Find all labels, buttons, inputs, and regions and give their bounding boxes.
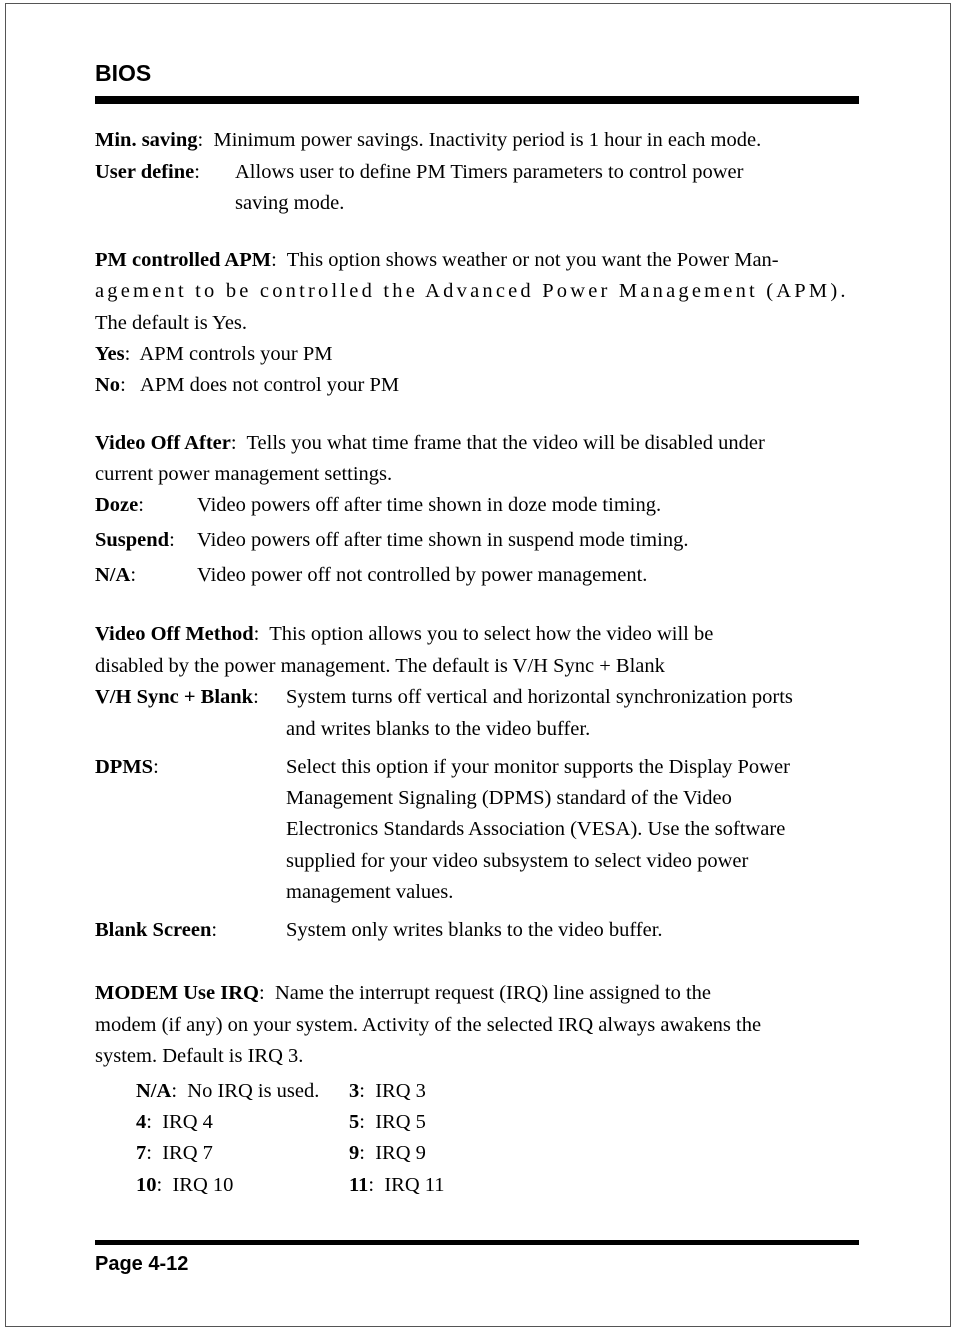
irq-option-key: 4 bbox=[136, 1111, 147, 1133]
suspend-term: Suspend bbox=[95, 529, 170, 551]
irq-option-value: IRQ 7 bbox=[162, 1142, 213, 1164]
video-off-method-desc-1: This option allows you to select how the video will be bbox=[269, 623, 714, 645]
doze-desc: Video powers off after time shown in doze mode timing. bbox=[197, 494, 662, 516]
irq-option: N/A: No IRQ is used. bbox=[136, 1080, 320, 1102]
irq-option-key: N/A bbox=[136, 1080, 172, 1102]
irq-option-value: IRQ 4 bbox=[162, 1111, 213, 1133]
dpms-desc-5: management values. bbox=[286, 881, 454, 903]
dpms-desc-4: supplied for your video subsystem to select video power bbox=[286, 850, 749, 872]
pm-apm-yes-line: Yes: APM controls your PM bbox=[95, 343, 333, 365]
modem-irq-term: MODEM Use IRQ bbox=[95, 982, 259, 1004]
irq-option-value: No IRQ is used. bbox=[187, 1080, 320, 1102]
min-saving-line: Min. saving: Minimum power savings. Inactivity period is 1 hour in each mode. bbox=[95, 129, 762, 151]
video-off-method-line-1: Video Off Method: This option allows you to select how the video will be bbox=[95, 623, 714, 645]
dpms-desc-1: Select this option if your monitor supports the Display Power bbox=[286, 756, 790, 778]
irq-option-value: IRQ 10 bbox=[172, 1174, 234, 1196]
dpms-desc-2: Management Signaling (DPMS) standard of the Video bbox=[286, 787, 732, 809]
pm-apm-yes-desc: APM controls your PM bbox=[139, 343, 333, 365]
pm-apm-desc-2: agement to be controlled the Advanced Power Management (APM). bbox=[95, 280, 849, 302]
irq-option-value: IRQ 11 bbox=[384, 1174, 445, 1196]
irq-option-key: 11 bbox=[349, 1174, 369, 1196]
suspend-desc: Video powers off after time shown in suspend mode timing. bbox=[197, 529, 689, 551]
pm-apm-no-line: No: APM does not control your PM bbox=[95, 374, 400, 396]
suspend-term-line: Suspend: bbox=[95, 529, 175, 551]
dpms-desc-3: Electronics Standards Association (VESA). Use the software bbox=[286, 818, 786, 840]
irq-option-value: IRQ 3 bbox=[375, 1080, 426, 1102]
user-define-term-line: User define: bbox=[95, 161, 200, 183]
irq-option: 10: IRQ 10 bbox=[136, 1174, 234, 1196]
blank-screen-term: Blank Screen bbox=[95, 919, 212, 941]
video-off-after-term: Video Off After bbox=[95, 432, 231, 454]
irq-option: 3: IRQ 3 bbox=[349, 1080, 426, 1102]
na-term-line: N/A: bbox=[95, 564, 137, 586]
irq-option: 7: IRQ 7 bbox=[136, 1142, 213, 1164]
video-off-method-term: Video Off Method bbox=[95, 623, 254, 645]
video-off-method-desc-2: disabled by the power management. The default is V/H Sync + Blank bbox=[95, 655, 665, 677]
video-off-after-desc-1: Tells you what time frame that the video will be disabled under bbox=[246, 432, 765, 454]
blank-screen-desc: System only writes blanks to the video buffer. bbox=[286, 919, 663, 941]
modem-irq-desc-2: modem (if any) on your system. Activity of the selected IRQ always awakens the bbox=[95, 1014, 762, 1036]
vh-desc-1: System turns off vertical and horizontal synchronization ports bbox=[286, 686, 793, 708]
min-saving-desc: Minimum power savings. Inactivity period is 1 hour in each mode. bbox=[213, 129, 762, 151]
modem-irq-desc-1: Name the interrupt request (IRQ) line assigned to the bbox=[274, 982, 712, 1004]
footer-rule bbox=[95, 1240, 859, 1245]
dpms-term-line: DPMS: bbox=[95, 756, 159, 778]
irq-option-key: 9 bbox=[349, 1142, 360, 1164]
irq-option-value: IRQ 9 bbox=[375, 1142, 426, 1164]
vh-term-line: V/H Sync + Blank: bbox=[95, 686, 259, 708]
irq-option: 11: IRQ 11 bbox=[349, 1174, 445, 1196]
page-header-title: BIOS bbox=[95, 60, 152, 86]
pm-apm-term: PM controlled APM bbox=[95, 249, 272, 271]
user-define-term: User define bbox=[95, 161, 195, 183]
pm-apm-no-term: No bbox=[95, 374, 121, 396]
doze-term-line: Doze: bbox=[95, 494, 144, 516]
irq-option-key: 10 bbox=[136, 1174, 157, 1196]
min-saving-term: Min. saving bbox=[95, 129, 198, 151]
video-off-after-line-1: Video Off After: Tells you what time frame that the video will be disabled under bbox=[95, 432, 765, 454]
modem-irq-desc-3: system. Default is IRQ 3. bbox=[95, 1045, 304, 1067]
irq-option-value: IRQ 5 bbox=[375, 1111, 426, 1133]
irq-option-key: 3 bbox=[349, 1080, 360, 1102]
irq-option: 5: IRQ 5 bbox=[349, 1111, 426, 1133]
na-desc: Video power off not controlled by power management. bbox=[197, 564, 648, 586]
page-number: Page 4-12 bbox=[95, 1253, 189, 1275]
user-define-desc-1: Allows user to define PM Timers parameters to control power bbox=[235, 161, 744, 183]
user-define-desc-2: saving mode. bbox=[235, 192, 345, 214]
pm-apm-line-1: PM controlled APM: This option shows weather or not you want the Power Man- bbox=[95, 249, 779, 271]
pm-apm-desc-1: This option shows weather or not you want the Power Man- bbox=[286, 249, 779, 271]
blank-screen-term-line: Blank Screen: bbox=[95, 919, 218, 941]
dpms-term: DPMS bbox=[95, 756, 154, 778]
pm-apm-yes-term: Yes bbox=[95, 343, 125, 365]
header-rule bbox=[95, 96, 859, 104]
video-off-after-desc-2: current power management settings. bbox=[95, 463, 393, 485]
pm-apm-desc-3: The default is Yes. bbox=[95, 312, 248, 334]
modem-irq-line-1: MODEM Use IRQ: Name the interrupt request (IRQ) line assigned to the bbox=[95, 982, 712, 1004]
irq-option-key: 7 bbox=[136, 1142, 147, 1164]
vh-desc-2: and writes blanks to the video buffer. bbox=[286, 718, 591, 740]
irq-option: 4: IRQ 4 bbox=[136, 1111, 213, 1133]
doze-term: Doze bbox=[95, 494, 139, 516]
pm-apm-no-desc: APM does not control your PM bbox=[140, 374, 400, 396]
vh-sync-blank-term: V/H Sync + Blank bbox=[95, 686, 254, 708]
irq-option: 9: IRQ 9 bbox=[349, 1142, 426, 1164]
irq-option-key: 5 bbox=[349, 1111, 360, 1133]
na-term: N/A bbox=[95, 564, 131, 586]
